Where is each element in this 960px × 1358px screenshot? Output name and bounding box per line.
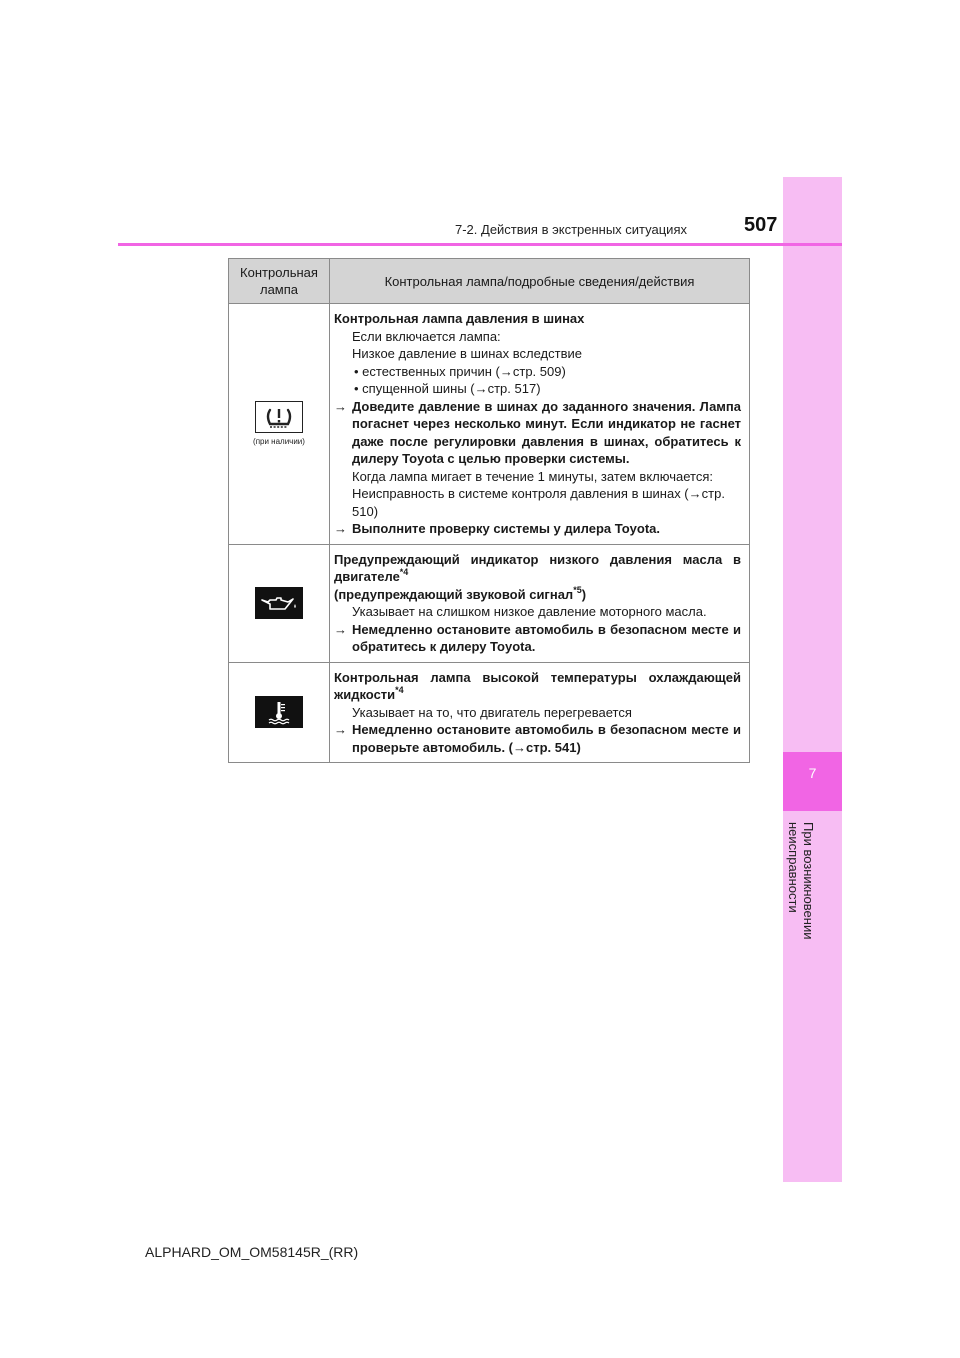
condition-text: Указывает на то, что двигатель перегревается: [352, 704, 632, 720]
arrow-icon: →: [334, 521, 347, 536]
lamp-cell-tpms: [229, 304, 330, 545]
action-text: Доведите давление в шинах до заданного значения. Лампа погаснет через несколько минут. Если индикатор не гаснет даже после регулировки давления в шинах, обратитесь к дилеру Toyota с целью проверки системы.: [352, 398, 741, 466]
condition-text: Указывает на слишком низкое давление моторного масла.: [352, 604, 707, 619]
table-row-oil: [229, 544, 750, 662]
action-item: [334, 520, 741, 538]
action-text: Немедленно остановите автомобиль в безопасном месте и проверьте автомобиль. (→стр. 541): [352, 722, 741, 755]
lamp-subtitle-end: ): [581, 586, 587, 602]
column-header-lamp: Контрольная лампа: [229, 259, 330, 304]
cause-item: • естественных причин (→стр. 509): [354, 363, 566, 379]
arrow-icon: →: [334, 722, 347, 737]
detail-cell-coolant: [330, 662, 750, 763]
lamp-title: [334, 669, 741, 704]
chapter-number: 7: [808, 765, 817, 781]
lamp-title: [334, 551, 741, 586]
action-text: Выполните проверку системы у дилера Toyota.: [352, 521, 660, 536]
coolant-temperature-warning-icon: [255, 696, 303, 728]
lamp-subtitle-text: (предупреждающий звуковой сигнал: [334, 586, 574, 602]
arrow-icon: →: [334, 398, 347, 414]
footnote-ref: *4: [399, 567, 409, 577]
footnote-ref: *4: [395, 685, 404, 695]
page-number: 507: [744, 214, 778, 236]
lamp-cell-coolant: [229, 662, 330, 763]
detail-cell-oil: [330, 544, 750, 662]
action-item: [334, 398, 741, 468]
lamp-caption: (при наличии): [253, 437, 305, 447]
lamp-title-text: Контрольная лампа высокой температуры охлаждающей жидкости: [334, 669, 741, 702]
table-row-tpms: [229, 304, 750, 545]
lamp-title-text: Предупреждающий индикатор низкого давления масла в двигателе: [334, 551, 741, 584]
action-item: [334, 621, 741, 656]
oil-pressure-warning-icon: [255, 587, 303, 619]
footnote-ref: *5: [573, 584, 582, 595]
document-code: ALPHARD_OM_OM58145R_(RR): [145, 1244, 359, 1260]
lamp-title: Контрольная лампа давления в шинах: [334, 311, 585, 326]
detail-cell-tpms: [330, 304, 750, 545]
condition-text: Если включается лампа:: [352, 328, 501, 344]
condition-text: Неисправность в системе контроля давления в шинах (→стр. 510): [352, 486, 725, 519]
condition-text: Низкое давление в шинах вследствие: [352, 346, 582, 361]
chapter-side-tab: [783, 177, 842, 1182]
lamp-cell-oil: [229, 544, 330, 662]
chapter-title: При возникновении неисправности: [786, 822, 816, 940]
chapter-number-tab: [783, 752, 842, 811]
header-rule: [118, 243, 842, 246]
lamp-subtitle: [334, 586, 741, 604]
cause-item: • спущенной шины (→стр. 517): [354, 381, 541, 396]
condition-text: Когда лампа мигает в течение 1 минуты, затем включается:: [352, 468, 713, 484]
action-item: [334, 721, 741, 756]
tire-pressure-warning-icon: [255, 401, 303, 433]
table-row-coolant: [229, 662, 750, 763]
column-header-detail: Контрольная лампа/подробные сведения/действия: [330, 259, 750, 304]
warning-lamp-table: [228, 258, 750, 763]
section-title: 7-2. Действия в экстренных ситуациях: [455, 222, 687, 237]
table-header-row: [229, 259, 750, 304]
action-text: Немедленно остановите автомобиль в безопасном месте и обратитесь к дилеру Toyota.: [352, 621, 741, 654]
arrow-icon: →: [334, 621, 347, 637]
